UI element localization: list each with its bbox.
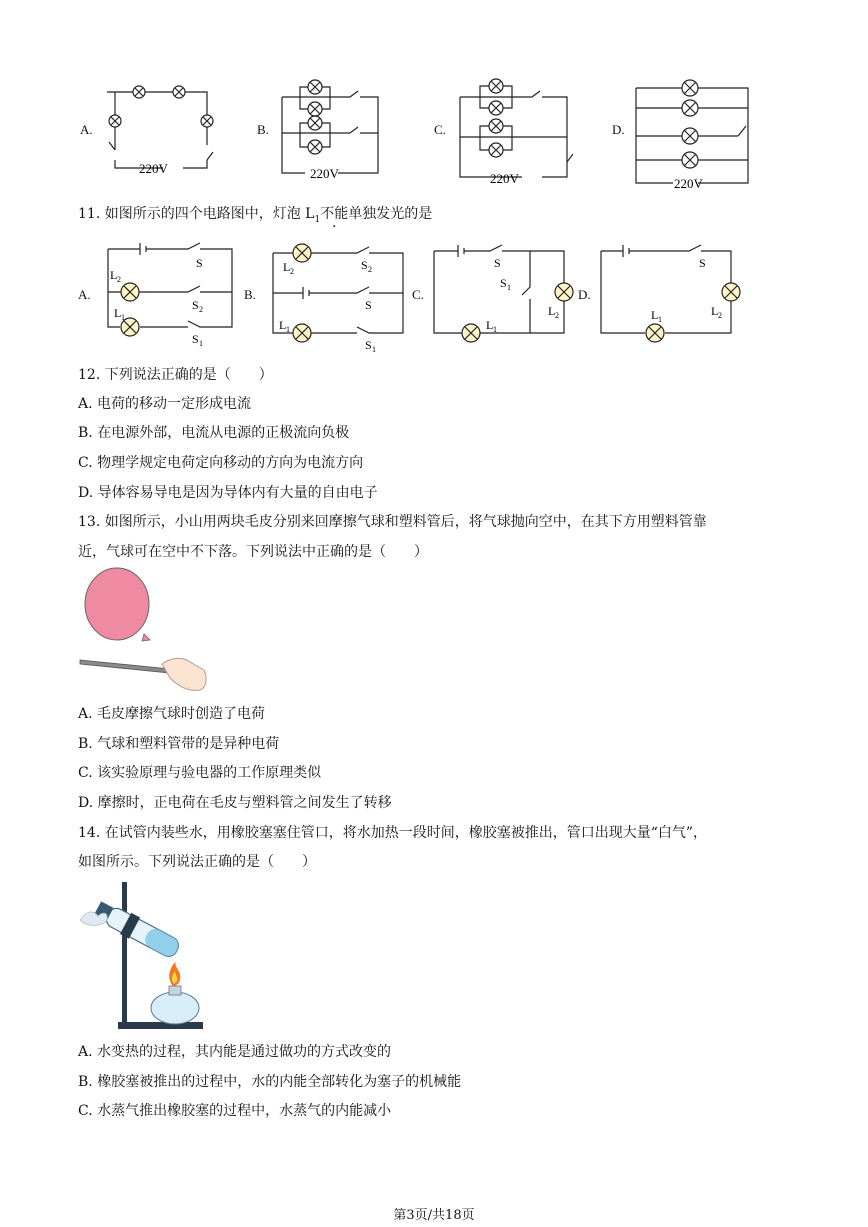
q10-option-b-letter: B. [257, 122, 269, 137]
svg-text:S: S [494, 256, 501, 270]
svg-text:S: S [196, 256, 203, 270]
q10-option-c-letter: C. [434, 122, 446, 137]
q12-option-c: C. 物理学规定电荷定向移动的方向为电流方向 [78, 455, 364, 471]
svg-text:L: L [651, 308, 659, 322]
q13-option-b: B. 气球和塑料管带的是异种电荷 [78, 736, 280, 752]
stand-base [118, 1022, 203, 1029]
q14-option-a: A. 水变热的过程，其内能是通过做功的方式改变的 [78, 1044, 392, 1060]
svg-text:L: L [548, 304, 556, 318]
q10-options [0, 60, 868, 200]
q10-circuit-d [628, 68, 758, 190]
q14-stem-line1: 14. 在试管内装些水，用橡胶塞塞住管口，将水加热一段时间，橡胶塞被推出，管口出现大量“白气”， [78, 825, 708, 841]
q10-c-voltage: 220V [490, 171, 519, 186]
hand [162, 658, 206, 690]
svg-text:S: S [192, 298, 199, 312]
svg-text:1: 1 [286, 325, 290, 334]
svg-text:1: 1 [372, 345, 376, 354]
svg-text:S: S [365, 298, 372, 312]
plastic-tube [80, 660, 170, 673]
q13-option-a: A. 毛皮摩擦气球时创造了电荷 [78, 706, 266, 722]
svg-text:2: 2 [368, 265, 372, 274]
q11-stem: 11. 如图所示的四个电路图中，灯泡 $L_1$不能单独发光的是 [78, 206, 433, 225]
svg-text:L: L [486, 318, 494, 332]
balloon [85, 568, 149, 640]
q11-option-c-letter: C. [412, 287, 424, 302]
q13-stem-line2: 近，气球可在空中不下落。下列说法中正确的是（ ） [78, 544, 428, 560]
q12-option-a: A. 电荷的移动一定形成电流 [78, 396, 252, 412]
svg-text:2: 2 [290, 267, 294, 276]
stand-rod [122, 882, 127, 1026]
svg-text:2: 2 [117, 275, 121, 284]
q13-option-d: D. 摩擦时，正电荷在毛皮与塑料管之间发生了转移 [78, 795, 392, 811]
page-footer: 第3页/共18页 [393, 1208, 475, 1223]
svg-text:L: L [110, 268, 118, 282]
q10-circuit-a [95, 80, 220, 180]
svg-text:2: 2 [199, 305, 203, 314]
test-tube-heating-figure [78, 880, 213, 1035]
q10-circuit-b [270, 75, 385, 185]
q13-option-c: C. 该实验原理与验电器的工作原理类似 [78, 765, 322, 781]
svg-text:1: 1 [507, 283, 511, 292]
svg-text:S: S [192, 332, 199, 346]
q10-option-a-letter: A. [80, 122, 93, 137]
balloon-and-tube-figure [78, 568, 213, 698]
q10-circuit-c [452, 72, 577, 187]
svg-text:L: L [114, 306, 122, 320]
svg-text:L: L [279, 318, 287, 332]
svg-text:S: S [365, 338, 372, 352]
svg-text:S: S [699, 256, 706, 270]
q10-a-voltage: 220V [139, 161, 168, 176]
q11-circuit-b [265, 237, 410, 354]
q10-b-voltage: 220V [310, 166, 339, 181]
q11-option-a-letter: A. [78, 287, 91, 302]
q12-option-b: B. 在电源外部，电流从电源的正极流向负极 [78, 425, 350, 441]
svg-text:1: 1 [658, 315, 662, 324]
q11-option-d-letter: D. [578, 287, 591, 302]
q10-d-voltage: 220V [674, 176, 703, 191]
alcohol-lamp [151, 992, 199, 1024]
svg-text:1: 1 [493, 325, 497, 334]
q14-option-c: C. 水蒸气推出橡胶塞的过程中，水蒸气的内能减小 [78, 1103, 392, 1119]
svg-text:2: 2 [555, 311, 559, 320]
q12-option-d: D. 导体容易导电是因为导体内有大量的自由电子 [78, 485, 378, 501]
q11-circuit-d [597, 237, 747, 347]
svg-text:L: L [283, 260, 291, 274]
q11-option-b-letter: B. [244, 287, 256, 302]
svg-text:2: 2 [718, 311, 722, 320]
q14-stem-line2: 如图所示。下列说法正确的是（ ） [78, 854, 316, 870]
test-tube [92, 898, 183, 961]
q11-options [0, 235, 868, 354]
q13-stem-line1: 13. 如图所示，小山用两块毛皮分别来回摩擦气球和塑料管后，将气球抛向空中，在其下方用塑料管靠 [78, 514, 707, 530]
q11-circuit-a [100, 237, 240, 347]
q11-circuit-c [430, 237, 580, 347]
q10-option-d-letter: D. [612, 122, 625, 137]
svg-text:1: 1 [121, 313, 125, 322]
svg-text:S: S [361, 258, 368, 272]
svg-text:S: S [500, 276, 507, 290]
white-steam [80, 912, 107, 926]
svg-text:L: L [711, 304, 719, 318]
q12-stem: 12. 下列说法正确的是（ ） [78, 367, 273, 383]
q11-emphasis: 不能 [320, 206, 349, 222]
q14-option-b: B. 橡胶塞被推出的过程中，水的内能全部转化为塞子的机械能 [78, 1074, 462, 1090]
svg-text:1: 1 [199, 339, 203, 348]
